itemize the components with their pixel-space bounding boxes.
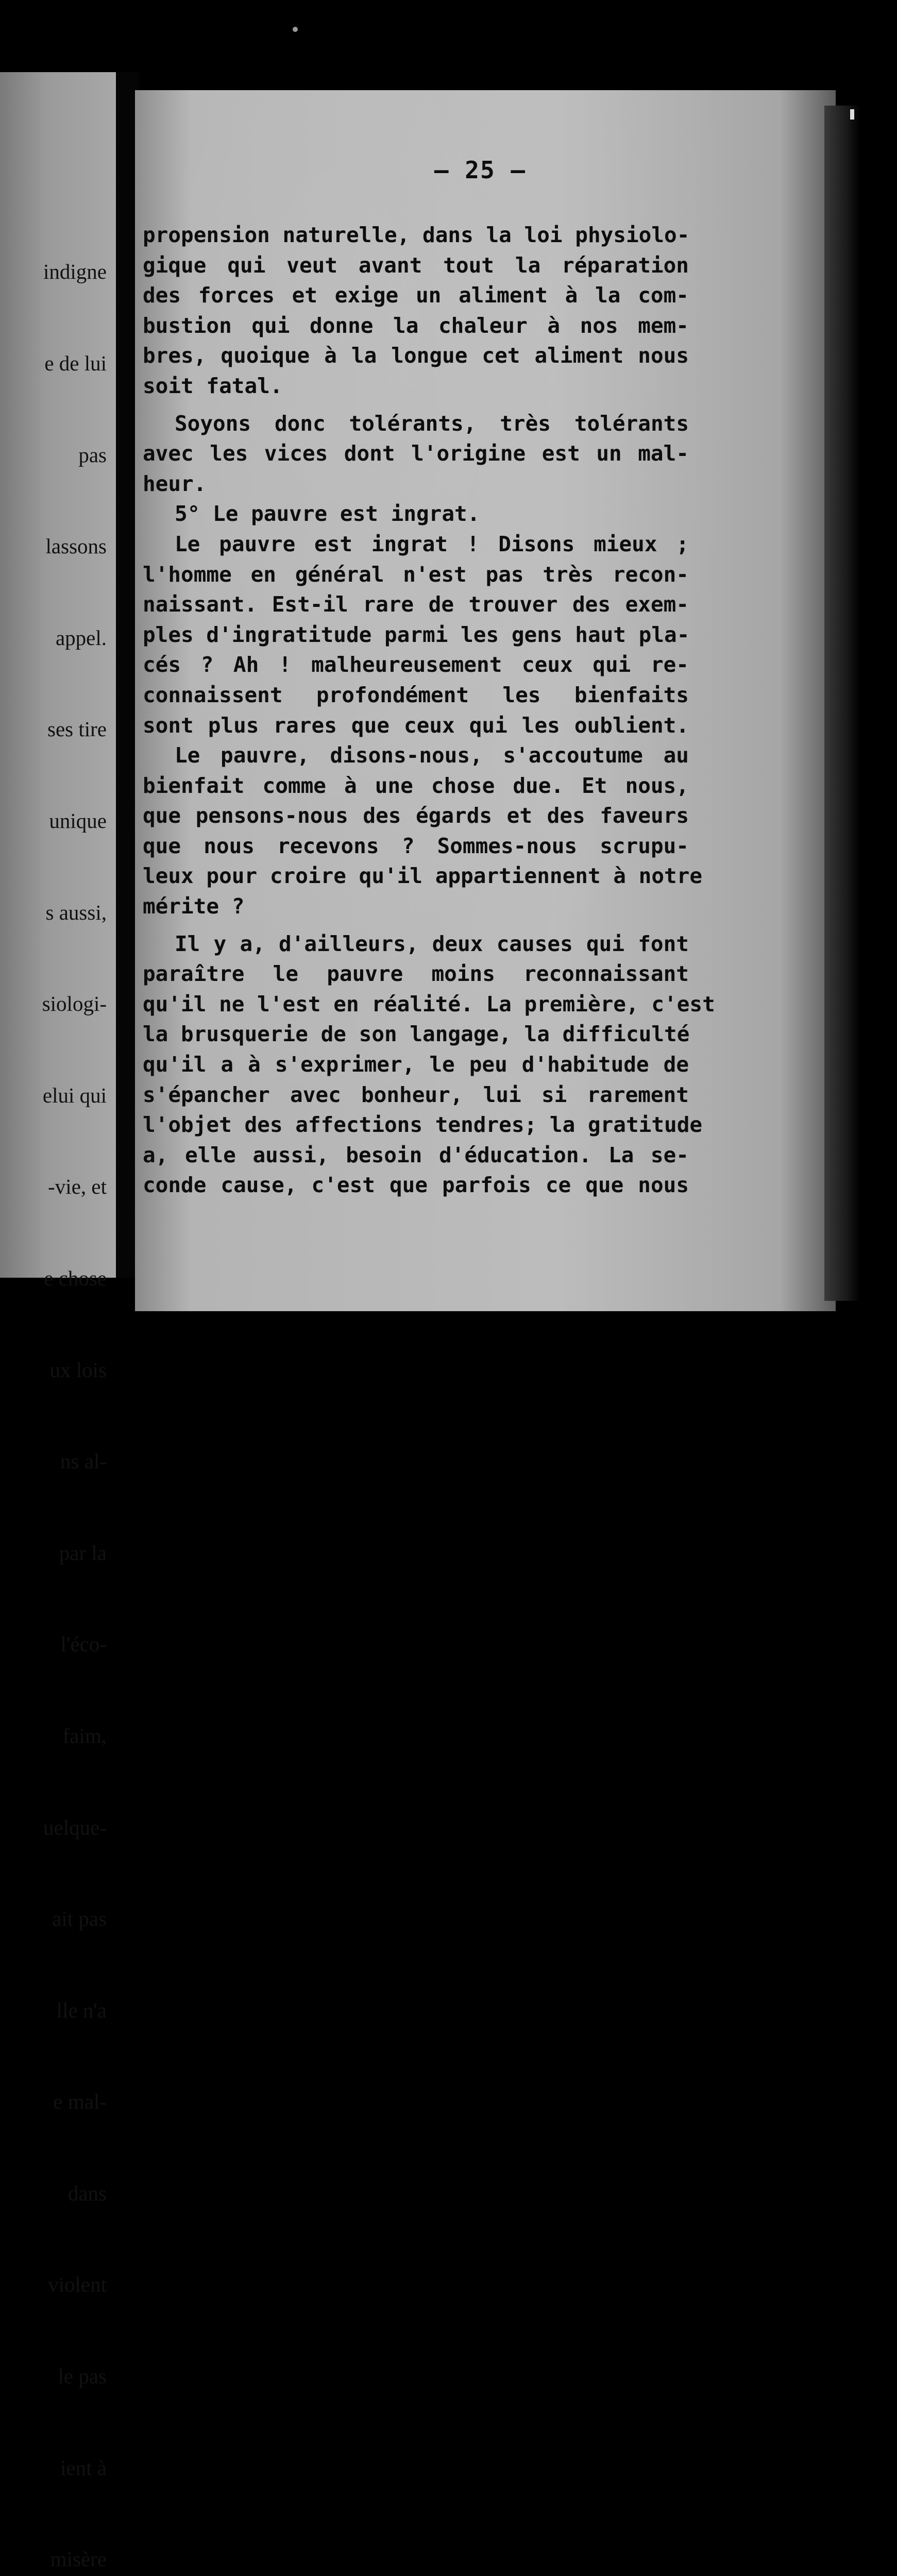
paragraph-gap (143, 401, 689, 409)
left-line: faim, (62, 1723, 107, 1748)
text-line: qu'il ne l'est en réalité. La première, c'est (143, 991, 715, 1016)
text-line: des forces et exige un aliment à la com- (143, 283, 689, 308)
text-line: a, elle aussi, besoin d'éducation. La se- (143, 1142, 689, 1167)
text-line: Le pauvre est ingrat ! Disons mieux ; (175, 531, 689, 556)
text-line: l'homme en général n'est pas très recon- (143, 562, 689, 587)
page-number: — 25 — (434, 156, 527, 184)
left-line: le pas (58, 2364, 107, 2388)
text-line: s'épancher avec bonheur, lui si rarement (143, 1082, 689, 1107)
text-line: gique qui veut avant tout la réparation (143, 252, 689, 278)
text-line: Il y a, d'ailleurs, deux causes qui font (175, 931, 689, 956)
text-line: propension naturelle, dans la loi physiolo- (143, 223, 690, 247)
left-line: unique (49, 808, 107, 833)
left-page-fragment (0, 72, 116, 2571)
text-line: leux pour croire qu'il appartiennent à notre (143, 863, 703, 889)
left-page-text (42, 196, 107, 2576)
left-line: e de lui (44, 351, 107, 375)
text-line: sont plus rares que ceux qui les oublient. (143, 713, 689, 738)
left-line: ait pas (52, 1907, 107, 1931)
left-line: appel. (55, 625, 107, 650)
text-line: mérite ? (143, 894, 245, 919)
left-line: pas (78, 443, 107, 467)
left-line: ient à (60, 2455, 107, 2480)
left-line: lassons (45, 534, 107, 558)
text-line: qu'il a à s'exprimer, le peu d'habitude de (143, 1052, 689, 1077)
left-line: ses tire (47, 717, 107, 741)
text-line: que nous recevons ? Sommes-nous scrupu- (143, 833, 689, 858)
left-line: s aussi, (45, 900, 107, 924)
left-line: -vie, et (48, 1175, 107, 1199)
left-line: e mal- (53, 2090, 107, 2114)
left-line: ux lois (49, 1358, 107, 1382)
text-line: connaissent profondément les bienfaits (143, 682, 689, 707)
text-line: heur. (143, 471, 207, 496)
left-line: par la (59, 1540, 107, 1565)
text-line: l'objet des affections tendres; la gratitude (143, 1112, 703, 1138)
paragraph-gap (143, 922, 689, 929)
left-line: elui qui (42, 1083, 107, 1107)
text-line: bustion qui donne la chaleur à nos mem- (143, 313, 689, 338)
left-line: ns al- (60, 1449, 107, 1473)
left-line: e chose (44, 1266, 107, 1290)
left-line: indigne (43, 260, 107, 284)
page-edge-shadow (824, 106, 860, 1301)
left-line: misère (50, 2547, 107, 2571)
text-line: paraître le pauvre moins reconnaissant (143, 961, 689, 987)
left-line: dans (67, 2181, 107, 2205)
text-line: soit fatal. (143, 373, 283, 398)
left-line: l'éco- (60, 1632, 107, 1656)
corner-speck (850, 109, 854, 120)
page-body (143, 220, 715, 1200)
text-line: conde cause, c'est que parfois ce que nous (143, 1173, 689, 1198)
text-line: cés ? Ah ! malheureusement ceux qui re- (143, 652, 689, 677)
text-line: avec les vices dont l'origine est un mal- (143, 441, 689, 466)
speck-mark (293, 27, 298, 32)
text-line: bres, quoique à la longue cet aliment nous (143, 343, 689, 368)
left-line: violent (48, 2273, 107, 2297)
text-line: naissant. Est-il rare de trouver des exem- (143, 592, 689, 617)
left-line: lle n'a (56, 1998, 107, 2022)
right-page (135, 90, 836, 1311)
left-line: uelque- (43, 1815, 107, 1839)
text-line: que pensons-nous des égards et des faveurs (143, 803, 689, 828)
text-line: Soyons donc tolérants, très tolérants (175, 411, 689, 436)
text-line: bienfait comme à une chose due. Et nous, (143, 773, 689, 798)
left-line: siologi- (42, 992, 107, 1016)
text-line: Le pauvre, disons-nous, s'accoutume au (175, 743, 689, 768)
text-line: la brusquerie de son langage, la difficulté (143, 1022, 690, 1047)
text-line: ples d'ingratitude parmi les gens haut pla- (143, 622, 690, 647)
section-heading: 5° Le pauvre est ingrat. (175, 501, 480, 527)
